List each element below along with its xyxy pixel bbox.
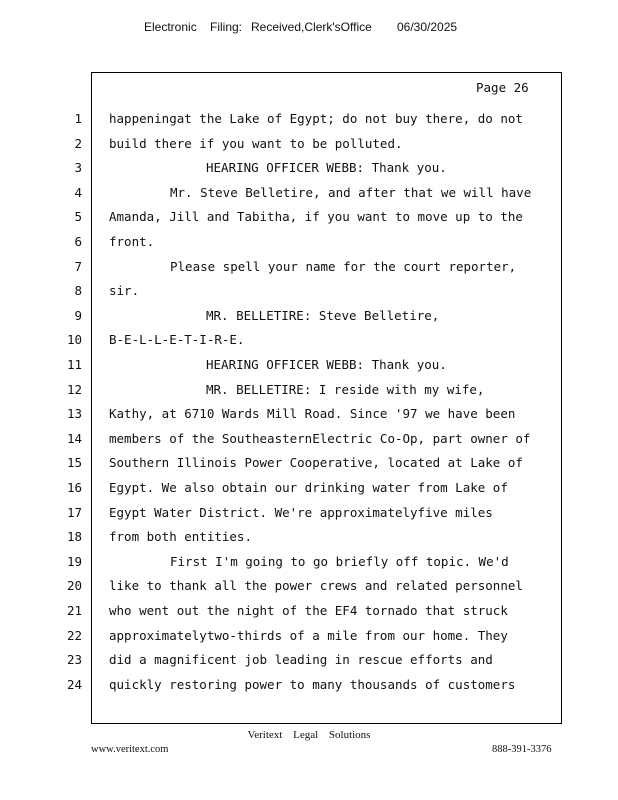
header-received: Received,Clerk'sOffice <box>251 20 372 34</box>
transcript-line: B-E-L-L-E-T-I-R-E. <box>109 332 245 347</box>
header-filing: Filing: <box>210 20 243 34</box>
line-number: 20 <box>66 578 82 593</box>
footer-phone: 888-391-3376 <box>492 744 552 755</box>
line-number: 18 <box>66 529 82 544</box>
transcript-line: happeningat the Lake of Egypt; do not buy there, do not <box>109 111 523 126</box>
line-number: 23 <box>66 652 82 667</box>
transcript-line: build there if you want to be polluted. <box>109 136 403 151</box>
line-number: 5 <box>74 209 82 224</box>
line-number: 12 <box>66 382 82 397</box>
line-number: 2 <box>74 136 82 151</box>
line-number: 21 <box>66 603 82 618</box>
header-date: 06/30/2025 <box>397 20 458 34</box>
line-number: 19 <box>66 554 82 569</box>
line-number: 3 <box>74 160 82 175</box>
footer-company-legal: Legal <box>293 729 319 741</box>
transcript-line: like to thank all the power crews and related personnel <box>109 578 523 593</box>
transcript-line: quickly restoring power to many thousands of customers <box>109 677 516 692</box>
line-number: 13 <box>66 406 82 421</box>
transcript-line: Mr. Steve Belletire, and after that we will have <box>170 185 532 200</box>
transcript-line: MR. BELLETIRE: Steve Belletire, <box>206 308 440 323</box>
transcript-line: First I'm going to go briefly off topic. We'd <box>170 554 509 569</box>
line-number: 9 <box>74 308 82 323</box>
transcript-line: did a magnificent job leading in rescue efforts and <box>109 652 493 667</box>
line-number: 11 <box>66 357 82 372</box>
transcript-line: HEARING OFFICER WEBB: Thank you. <box>206 160 447 175</box>
transcript-line: Egypt Water District. We're approximatelyfive miles <box>109 505 493 520</box>
transcript-line: Kathy, at 6710 Wards Mill Road. Since '97 we have been <box>109 406 516 421</box>
transcript-line: Southern Illinois Power Cooperative, located at Lake of <box>109 455 523 470</box>
line-number: 22 <box>66 628 82 643</box>
filing-header <box>0 20 618 38</box>
line-number: 24 <box>66 677 82 692</box>
transcript-line: from both entities. <box>109 529 252 544</box>
line-number: 16 <box>66 480 82 495</box>
header-electronic: Electronic <box>144 20 197 34</box>
transcript-line: Please spell your name for the court reporter, <box>170 259 517 274</box>
transcript-line: approximatelytwo-thirds of a mile from our home. They <box>109 628 508 643</box>
transcript-line: members of the SoutheasternElectric Co-Op, part owner of <box>109 431 531 446</box>
transcript-line: who went out the night of the EF4 tornado that struck <box>109 603 508 618</box>
line-number: 14 <box>66 431 82 446</box>
transcript-line: Egypt. We also obtain our drinking water from Lake of <box>109 480 508 495</box>
transcript-line: HEARING OFFICER WEBB: Thank you. <box>206 357 447 372</box>
footer-company <box>0 729 618 741</box>
line-number: 4 <box>74 185 82 200</box>
line-number: 10 <box>66 332 82 347</box>
transcript-line: MR. BELLETIRE: I reside with my wife, <box>206 382 485 397</box>
footer-company-name: Veritext <box>247 729 283 741</box>
line-number: 8 <box>74 283 82 298</box>
line-number: 6 <box>74 234 82 249</box>
line-number: 7 <box>74 259 82 274</box>
footer-company-solutions: Solutions <box>328 729 371 741</box>
transcript-line: sir. <box>109 283 140 298</box>
footer-website: www.veritext.com <box>91 744 169 755</box>
transcript-line: front. <box>109 234 155 249</box>
page-number: Page 26 <box>476 80 529 95</box>
line-number: 15 <box>66 455 82 470</box>
line-number: 17 <box>66 505 82 520</box>
line-number: 1 <box>74 111 82 126</box>
transcript-line: Amanda, Jill and Tabitha, if you want to move up to the <box>109 209 523 224</box>
